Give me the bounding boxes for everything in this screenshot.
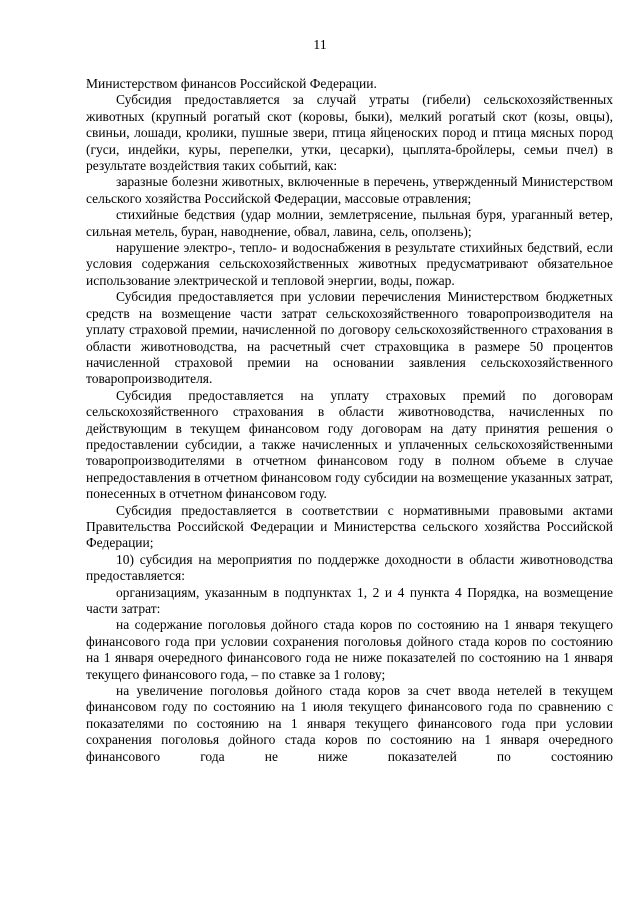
paragraph: на увеличение поголовья дойного стада коров за счет ввода нетелей в текущем финансовом году по состоянию на 1 июля текущего финансового года по сравнению с показателями по состоянию на 1 января текущего финансового года при условии сохранения поголовья дойного стада коров по состоянию на 1 января очередного финансового года не ниже показателей по состоянию <box>86 683 613 764</box>
paragraph: организациям, указанным в подпунктах 1, 2 и 4 пункта 4 Порядка, на возмещение части затрат: <box>86 584 613 616</box>
paragraph: 10) субсидия на мероприятия по поддержке доходности в области животноводства предоставляется: <box>86 551 613 584</box>
page-number: 11 <box>313 38 327 53</box>
paragraph: Субсидия предоставляется за случай утраты (гибели) сельскохозяйственных животных (крупный рогатый скот (коровы, быки), мелкий рогатый скот (козы, овцы), свиньи, лошади, кролики, пушные звери, птица яйценоских пород и птица мясных пород (гуси, индейки, куры, перепелки, утки, цесарки), цыплята-бройлеры, семьи пчел) в результате воздействия таких событий, как: <box>86 92 613 174</box>
paragraph: стихийные бедствия (удар молнии, землетрясение, пыльная буря, ураганный ветер, сильная метель, буран, наводнение, обвал, лавина, сель, оползень); <box>86 207 613 239</box>
paragraph: Субсидия предоставляется при условии перечисления Министерством бюджетных средств на возмещение части затрат сельскохозяйственного товаропроизводителя на уплату страховой премии, начисленной по договору сельскохозяйственного страхования в области животноводства, на расчетный счет страховщика в размере 50 процентов начисленной страховой премии на основании заявления сельскохозяйственного товаропроизводителя. <box>86 289 613 387</box>
paragraph: Министерством финансов Российской Федерации. <box>86 76 377 91</box>
paragraph: заразные болезни животных, включенные в перечень, утвержденный Министерством сельского хозяйства Российской Федерации, массовые отравления; <box>86 174 613 206</box>
paragraph: на содержание поголовья дойного стада коров по состоянию на 1 января текущего финансового года при условии сохранения поголовья дойного стада коров по состоянию на 1 января очередного финансового года не ниже показателей по состоянию на 1 января текущего финансового года, – по ставке за 1 голову; <box>86 617 613 682</box>
paragraph: Субсидия предоставляется в соответствии с нормативными правовыми актами Правительства Российской Федерации и Министерства сельского хозяйства Российской Федерации; <box>86 502 613 551</box>
paragraph: Субсидия предоставляется на уплату страховых премий по договорам сельскохозяйственного страхования в области животноводства, начисленных по действующим в текущем финансовом году договорам на дату принятия решения о предоставлении субсидии, а также начисленных и уплаченных сельскохозяйственными товаропроизводителями в отчетном финансовом году в полном объеме в случае непредоставления в отчетном финансовом году субсидии на возмещение указанных затрат, понесенных в отчетном финансовом году. <box>86 387 613 502</box>
paragraph: нарушение электро-, тепло- и водоснабжения в результате стихийных бедствий, если условия содержания сельскохозяйственных животных предусматривают обязательное использование электрической и тепловой энергии, воды, пожар. <box>86 240 613 288</box>
body-text <box>86 76 613 765</box>
